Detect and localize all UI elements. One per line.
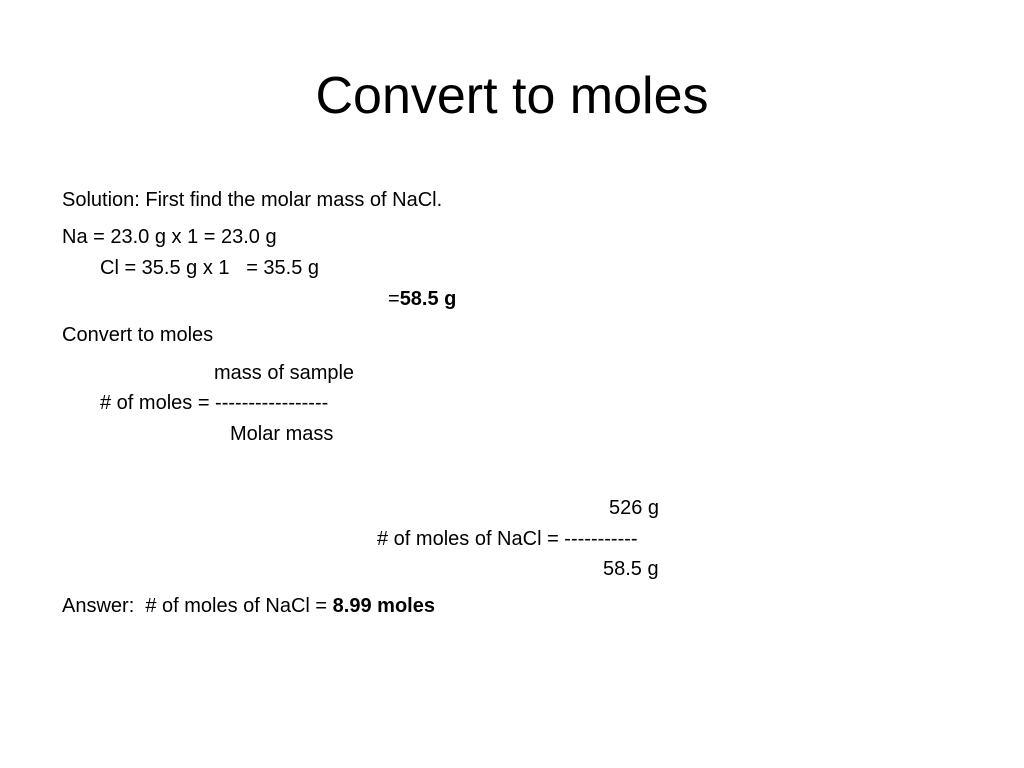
formula-lhs: # of moles = -----------------	[100, 392, 329, 414]
calc-lhs: # of moles of NaCl = -----------	[377, 528, 638, 550]
formula-numerator: mass of sample	[214, 362, 355, 384]
answer-value: 8.99 moles	[332, 595, 435, 617]
answer-prefix: Answer: # of moles of NaCl =	[62, 595, 333, 617]
calc-denominator: 58.5 g	[603, 558, 659, 580]
chlorine-line: Cl = 35.5 g x 1 = 35.5 g	[100, 257, 320, 279]
molar-mass-total	[388, 287, 456, 311]
solution-line: Solution: First find the molar mass of NaCl.	[62, 189, 443, 211]
calc-numerator: 526 g	[609, 497, 660, 519]
sodium-line: Na = 23.0 g x 1 = 23.0 g	[62, 226, 277, 248]
total-equals-sign: =	[388, 288, 400, 310]
answer-line	[62, 594, 435, 618]
total-value: 58.5 g	[399, 288, 457, 310]
formula-denominator: Molar mass	[230, 423, 334, 445]
convert-heading: Convert to moles	[62, 324, 214, 346]
slide-title: Convert to moles	[315, 67, 709, 125]
